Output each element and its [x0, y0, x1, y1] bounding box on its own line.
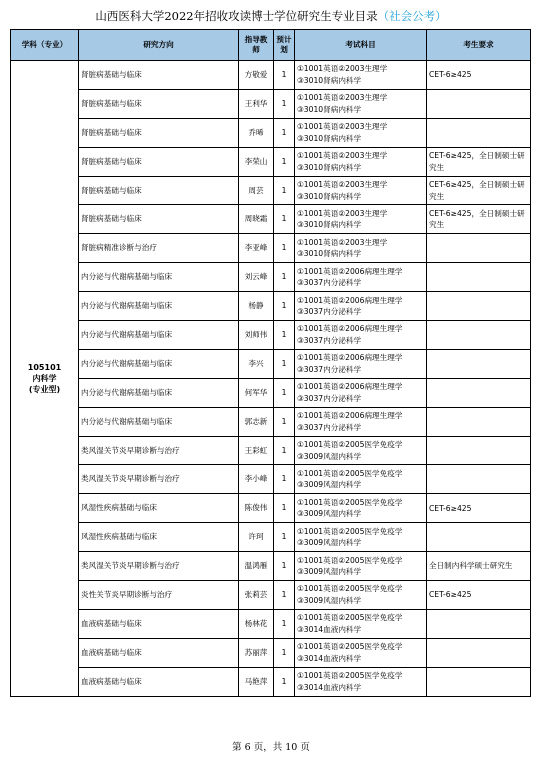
requirements-cell [427, 465, 531, 494]
tutor-cell: 许珂 [239, 523, 274, 552]
page-footer: 第 6 页，共 10 页 [232, 742, 310, 753]
subjects-cell [295, 552, 427, 581]
requirements-cell: CET-6≥425，全日制硕士研究生 [427, 176, 531, 205]
requirements-cell [427, 609, 531, 638]
direction-cell: 肾脏病精准诊断与治疗 [79, 234, 239, 263]
subjects-cell [295, 147, 427, 176]
subjects-cell [295, 407, 427, 436]
requirements-cell: CET-6≥425，全日制硕士研究生 [427, 147, 531, 176]
requirements-cell [427, 638, 531, 667]
tutor-cell: 刘师伟 [239, 321, 274, 350]
tutor-cell: 李亚峰 [239, 234, 274, 263]
header-direction: 研究方向 [79, 30, 239, 61]
direction-cell: 内分泌与代谢病基础与临床 [79, 292, 239, 321]
direction-cell: 类风湿关节炎早期诊断与治疗 [79, 552, 239, 581]
plan-cell: 1 [274, 292, 295, 321]
plan-cell: 1 [274, 234, 295, 263]
direction-cell: 炎性关节炎早期诊断与治疗 [79, 581, 239, 610]
table-row [11, 638, 531, 667]
table-row [11, 523, 531, 552]
header-row [11, 30, 531, 61]
table-row [11, 89, 531, 118]
subjects-cell [295, 349, 427, 378]
direction-cell: 血液病基础与临床 [79, 609, 239, 638]
table-row [11, 465, 531, 494]
plan-cell: 1 [274, 176, 295, 205]
plan-cell: 1 [274, 638, 295, 667]
table-row [11, 378, 531, 407]
subject-line-1: ①1001英语②2005医学免疫学 [297, 555, 403, 565]
table-row [11, 118, 531, 147]
requirements-cell: CET-6≥425 [427, 581, 531, 610]
plan-cell: 1 [274, 321, 295, 350]
requirements-cell [427, 234, 531, 263]
subjects-cell [295, 609, 427, 638]
plan-cell: 1 [274, 436, 295, 465]
requirements-cell: 全日制内科学硕士研究生 [427, 552, 531, 581]
requirements-cell [427, 523, 531, 552]
direction-cell: 类风湿关节炎早期诊断与治疗 [79, 465, 239, 494]
subject-line-1: ①1001英语②2005医学免疫学 [297, 642, 403, 652]
subject-line-2: ③3037内分泌科学 [297, 335, 362, 345]
direction-cell: 血液病基础与临床 [79, 667, 239, 696]
requirements-cell [427, 89, 531, 118]
subjects-cell [295, 89, 427, 118]
subjects-cell [295, 176, 427, 205]
direction-cell: 肾脏病基础与临床 [79, 147, 239, 176]
subjects-cell [295, 667, 427, 696]
subject-line-2: ③3037内分泌科学 [297, 278, 362, 288]
page-title [0, 7, 542, 25]
subject-line-2: ③3009风湿内科学 [297, 567, 362, 577]
subject-line-1: ①1001英语②2006病理生理学 [297, 295, 403, 305]
subjects-cell [295, 263, 427, 292]
table-row [11, 176, 531, 205]
requirements-cell [427, 321, 531, 350]
subject-line-1: ①1001英语②2003生理学 [297, 122, 388, 132]
subject-line-1: ①1001英语②2003生理学 [297, 64, 388, 74]
table-row [11, 407, 531, 436]
subject-line-1: ①1001英语②2006病理生理学 [297, 411, 403, 421]
direction-cell: 肾脏病基础与临床 [79, 176, 239, 205]
subject-line-1: ①1001英语②2003生理学 [297, 208, 388, 218]
subject-line-2: ③3037内分泌科学 [297, 393, 362, 403]
requirements-cell [427, 263, 531, 292]
subject-line-1: ①1001英语②2003生理学 [297, 237, 388, 247]
subjects-cell [295, 581, 427, 610]
subject-line-2: ③3010肾病内科学 [297, 220, 362, 230]
direction-cell: 内分泌与代谢病基础与临床 [79, 321, 239, 350]
table-row [11, 292, 531, 321]
subject-line-2: ③3014血液内科学 [297, 624, 362, 634]
plan-cell: 1 [274, 205, 295, 234]
direction-cell: 肾脏病基础与临床 [79, 118, 239, 147]
header-tutor: 指导教师 [239, 30, 274, 61]
direction-cell: 血液病基础与临床 [79, 638, 239, 667]
subject-line-2: ③3014血液内科学 [297, 682, 362, 692]
plan-cell: 1 [274, 552, 295, 581]
tutor-cell: 周晓霜 [239, 205, 274, 234]
tutor-cell: 王彩虹 [239, 436, 274, 465]
tutor-cell: 陈俊伟 [239, 494, 274, 523]
plan-cell: 1 [274, 407, 295, 436]
tutor-cell: 李小峰 [239, 465, 274, 494]
table-row [11, 205, 531, 234]
subjects-cell [295, 494, 427, 523]
subject-line-2: ③3037内分泌科学 [297, 364, 362, 374]
requirements-cell [427, 378, 531, 407]
subject-line-1: ①1001英语②2005医学免疫学 [297, 497, 403, 507]
direction-cell: 风湿性疾病基础与临床 [79, 494, 239, 523]
tutor-cell: 温鸿雁 [239, 552, 274, 581]
subjects-cell [295, 465, 427, 494]
subject-line-1: ①1001英语②2003生理学 [297, 180, 388, 189]
tutor-cell: 杨林花 [239, 609, 274, 638]
direction-cell: 肾脏病基础与临床 [79, 89, 239, 118]
subjects-cell [295, 61, 427, 90]
requirements-cell [427, 667, 531, 696]
subject-line-2: ③3010肾病内科学 [297, 249, 362, 259]
tutor-cell: 李兴 [239, 349, 274, 378]
requirements-cell: CET-6≥425，全日制硕士研究生 [427, 205, 531, 234]
subject-line-1: ①1001英语②2005医学免疫学 [297, 584, 403, 594]
table-row [11, 581, 531, 610]
subject-line-1: ①1001英语②2005医学免疫学 [297, 671, 403, 681]
requirements-cell: CET-6≥425 [427, 61, 531, 90]
direction-cell: 内分泌与代谢病基础与临床 [79, 263, 239, 292]
subject-line-1: ①1001英语②2006病理生理学 [297, 353, 403, 363]
requirements-cell [427, 118, 531, 147]
direction-cell: 类风湿关节炎早期诊断与治疗 [79, 436, 239, 465]
direction-cell: 肾脏病基础与临床 [79, 61, 239, 90]
tutor-cell: 周芸 [239, 176, 274, 205]
subject-line-1: ①1001英语②2006病理生理学 [297, 382, 403, 392]
direction-cell: 内分泌与代谢病基础与临床 [79, 349, 239, 378]
program-catalog-table [10, 29, 531, 697]
title-main: 山西医科大学2022年招收攻读博士学位研究生专业目录 [95, 9, 378, 23]
subject-line-1: ①1001英语②2006病理生理学 [297, 266, 403, 276]
tutor-cell: 方敬爱 [239, 61, 274, 90]
header-subjects: 考试科目 [295, 30, 427, 61]
table-row [11, 147, 531, 176]
major-name: 内科学 [32, 373, 57, 383]
table-row [11, 494, 531, 523]
direction-cell: 内分泌与代谢病基础与临床 [79, 378, 239, 407]
requirements-cell [427, 407, 531, 436]
table-row [11, 234, 531, 263]
subject-line-2: ③3010肾病内科学 [297, 104, 362, 114]
subject-line-1: ①1001英语②2003生理学 [297, 151, 388, 161]
tutor-cell: 郭志新 [239, 407, 274, 436]
subject-line-2: ③3037内分泌科学 [297, 307, 362, 317]
subject-line-1: ①1001英语②2003生理学 [297, 93, 388, 103]
header-major: 学科（专业） [11, 30, 79, 61]
plan-cell: 1 [274, 147, 295, 176]
table-row [11, 436, 531, 465]
subject-line-1: ①1001英语②2006病理生理学 [297, 324, 403, 334]
subject-line-1: ①1001英语②2005医学免疫学 [297, 526, 403, 536]
header-plan: 预计划 [274, 30, 295, 61]
subjects-cell [295, 523, 427, 552]
requirements-cell [427, 436, 531, 465]
subjects-cell [295, 638, 427, 667]
table-body [11, 61, 531, 697]
subject-line-2: ③3009风湿内科学 [297, 451, 362, 461]
subjects-cell [295, 205, 427, 234]
subject-line-2: ③3010肾病内科学 [297, 75, 362, 85]
table-row [11, 552, 531, 581]
subject-line-2: ③3014血液内科学 [297, 653, 362, 663]
plan-cell: 1 [274, 378, 295, 407]
plan-cell: 1 [274, 61, 295, 90]
tutor-cell: 张莉芸 [239, 581, 274, 610]
direction-cell: 风湿性疾病基础与临床 [79, 523, 239, 552]
plan-cell: 1 [274, 494, 295, 523]
subject-line-2: ③3009风湿内科学 [297, 595, 362, 605]
major-code: 105101 [27, 362, 62, 372]
tutor-cell: 刘云峰 [239, 263, 274, 292]
plan-cell: 1 [274, 263, 295, 292]
subject-line-2: ③3037内分泌科学 [297, 422, 362, 432]
subject-line-1: ①1001英语②2005医学免疫学 [297, 613, 403, 623]
subjects-cell [295, 118, 427, 147]
tutor-cell: 乔晞 [239, 118, 274, 147]
subjects-cell [295, 292, 427, 321]
table-row [11, 349, 531, 378]
tutor-cell: 何军华 [239, 378, 274, 407]
requirements-cell [427, 349, 531, 378]
requirements-cell [427, 292, 531, 321]
subject-line-2: ③3009风湿内科学 [297, 538, 362, 548]
subject-line-2: ③3010肾病内科学 [297, 133, 362, 143]
plan-cell: 1 [274, 581, 295, 610]
tutor-cell: 杨静 [239, 292, 274, 321]
direction-cell: 内分泌与代谢病基础与临床 [79, 407, 239, 436]
subjects-cell [295, 378, 427, 407]
plan-cell: 1 [274, 523, 295, 552]
requirements-cell: CET-6≥425 [427, 494, 531, 523]
header-requirements: 考生要求 [427, 30, 531, 61]
subjects-cell [295, 234, 427, 263]
plan-cell: 1 [274, 667, 295, 696]
major-type: (专业型) [28, 384, 61, 394]
subjects-cell [295, 321, 427, 350]
plan-cell: 1 [274, 89, 295, 118]
direction-cell: 肾脏病基础与临床 [79, 205, 239, 234]
title-highlight: （社会公考） [377, 9, 447, 23]
plan-cell: 1 [274, 609, 295, 638]
subject-line-2: ③3009风湿内科学 [297, 509, 362, 519]
table-row [11, 609, 531, 638]
subject-line-1: ①1001英语②2005医学免疫学 [297, 440, 403, 450]
plan-cell: 1 [274, 118, 295, 147]
major-cell [11, 61, 79, 697]
tutor-cell: 王利华 [239, 89, 274, 118]
tutor-cell: 苏丽萍 [239, 638, 274, 667]
subject-line-1: ①1001英语②2005医学免疫学 [297, 468, 403, 478]
subject-line-2: ③3010肾病内科学 [297, 191, 362, 201]
subjects-cell [295, 436, 427, 465]
plan-cell: 1 [274, 465, 295, 494]
table-row [11, 667, 531, 696]
tutor-cell: 马艳萍 [239, 667, 274, 696]
subject-line-2: ③3009风湿内科学 [297, 480, 362, 490]
subject-line-2: ③3010肾病内科学 [297, 162, 362, 172]
table-row [11, 263, 531, 292]
plan-cell: 1 [274, 349, 295, 378]
table-row [11, 321, 531, 350]
table-row [11, 61, 531, 90]
tutor-cell: 李荣山 [239, 147, 274, 176]
